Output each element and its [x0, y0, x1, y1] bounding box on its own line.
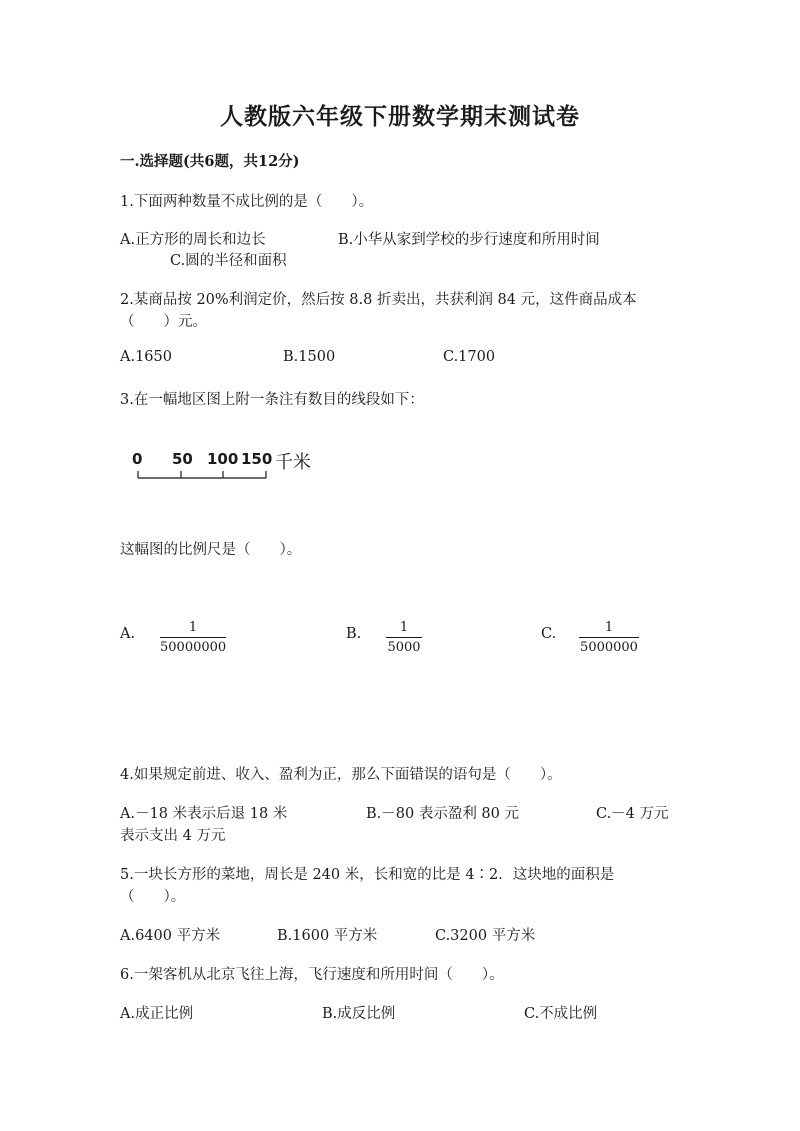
scale-unit: 千米: [275, 452, 311, 473]
fraction-numerator: 1: [399, 620, 409, 635]
fraction-numerator: 1: [604, 620, 614, 635]
scale-line: [130, 468, 270, 484]
fraction-denominator: 5000000: [579, 637, 639, 655]
fraction-denominator: 5000: [386, 637, 422, 655]
scale-bar: [130, 448, 330, 488]
scale-tick-100: 100: [207, 450, 239, 468]
question-4-option-c-line1[interactable]: C.－4 万元: [596, 806, 669, 822]
question-3-option-a-label[interactable]: A.: [120, 626, 136, 642]
fraction-denominator: 50000000: [160, 637, 226, 655]
question-4-option-a[interactable]: A.－18 米表示后退 18 米: [120, 806, 288, 822]
question-3-option-b-fraction[interactable]: [386, 620, 422, 655]
question-3-option-c-fraction[interactable]: [579, 620, 639, 655]
question-3-option-b-label[interactable]: B.: [346, 626, 362, 642]
question-1-option-c[interactable]: C.圆的半径和面积: [170, 253, 287, 269]
question-3-option-a-fraction[interactable]: [160, 620, 226, 655]
question-6-option-c[interactable]: C.不成比例: [524, 1006, 598, 1022]
question-2-option-c[interactable]: C.1700: [443, 349, 496, 365]
scale-tick-50: 50: [172, 450, 193, 468]
question-5-option-b[interactable]: B.1600 平方米: [277, 928, 378, 944]
question-6-option-a[interactable]: A.成正比例: [120, 1006, 194, 1022]
question-5-option-a[interactable]: A.6400 平方米: [120, 928, 221, 944]
question-4-option-b[interactable]: B.－80 表示盈利 80 元: [366, 806, 519, 822]
question-1-stem: 1.下面两种数量不成比例的是（ ）。: [120, 194, 374, 210]
question-3-question: 这幅图的比例尺是（ ）。: [120, 542, 302, 558]
question-1-option-b[interactable]: B.小华从家到学校的步行速度和所用时间: [338, 232, 600, 248]
section-heading: 一.选择题(共6题，共12分): [120, 153, 300, 170]
question-5-stem-line1: 5.一块长方形的菜地，周长是 240 米，长和宽的比是 4∶2．这块地的面积是: [120, 867, 615, 883]
question-6-stem: 6.一架客机从北京飞往上海，飞行速度和所用时间（ ）。: [120, 967, 504, 983]
question-5-stem-line2: （ ）。: [120, 889, 186, 905]
question-3-stem: 3.在一幅地区图上附一条注有数目的线段如下：: [120, 392, 424, 408]
question-1-option-a[interactable]: A.正方形的周长和边长: [120, 232, 266, 248]
question-6-option-b[interactable]: B.成反比例: [322, 1006, 396, 1022]
question-5-option-c[interactable]: C.3200 平方米: [435, 928, 536, 944]
scale-tick-150: 150: [241, 450, 273, 468]
question-2-option-b[interactable]: B.1500: [283, 349, 336, 365]
question-2-stem-line1: 2.某商品按 20%利润定价，然后按 8.8 折卖出，共获利润 84 元，这件商品成本: [120, 292, 637, 308]
question-2-stem-line2: （ ）元。: [120, 314, 207, 330]
page-title: 人教版六年级下册数学期末测试卷: [220, 103, 580, 130]
question-4-stem: 4.如果规定前进、收入、盈利为正，那么下面错误的语句是（ ）。: [120, 767, 562, 783]
scale-tick-0: 0: [132, 450, 143, 468]
question-3-option-c-label[interactable]: C.: [541, 626, 557, 642]
question-4-option-c-line2[interactable]: 表示支出 4 万元: [120, 828, 226, 844]
fraction-numerator: 1: [188, 620, 198, 635]
question-2-option-a[interactable]: A.1650: [120, 349, 172, 365]
